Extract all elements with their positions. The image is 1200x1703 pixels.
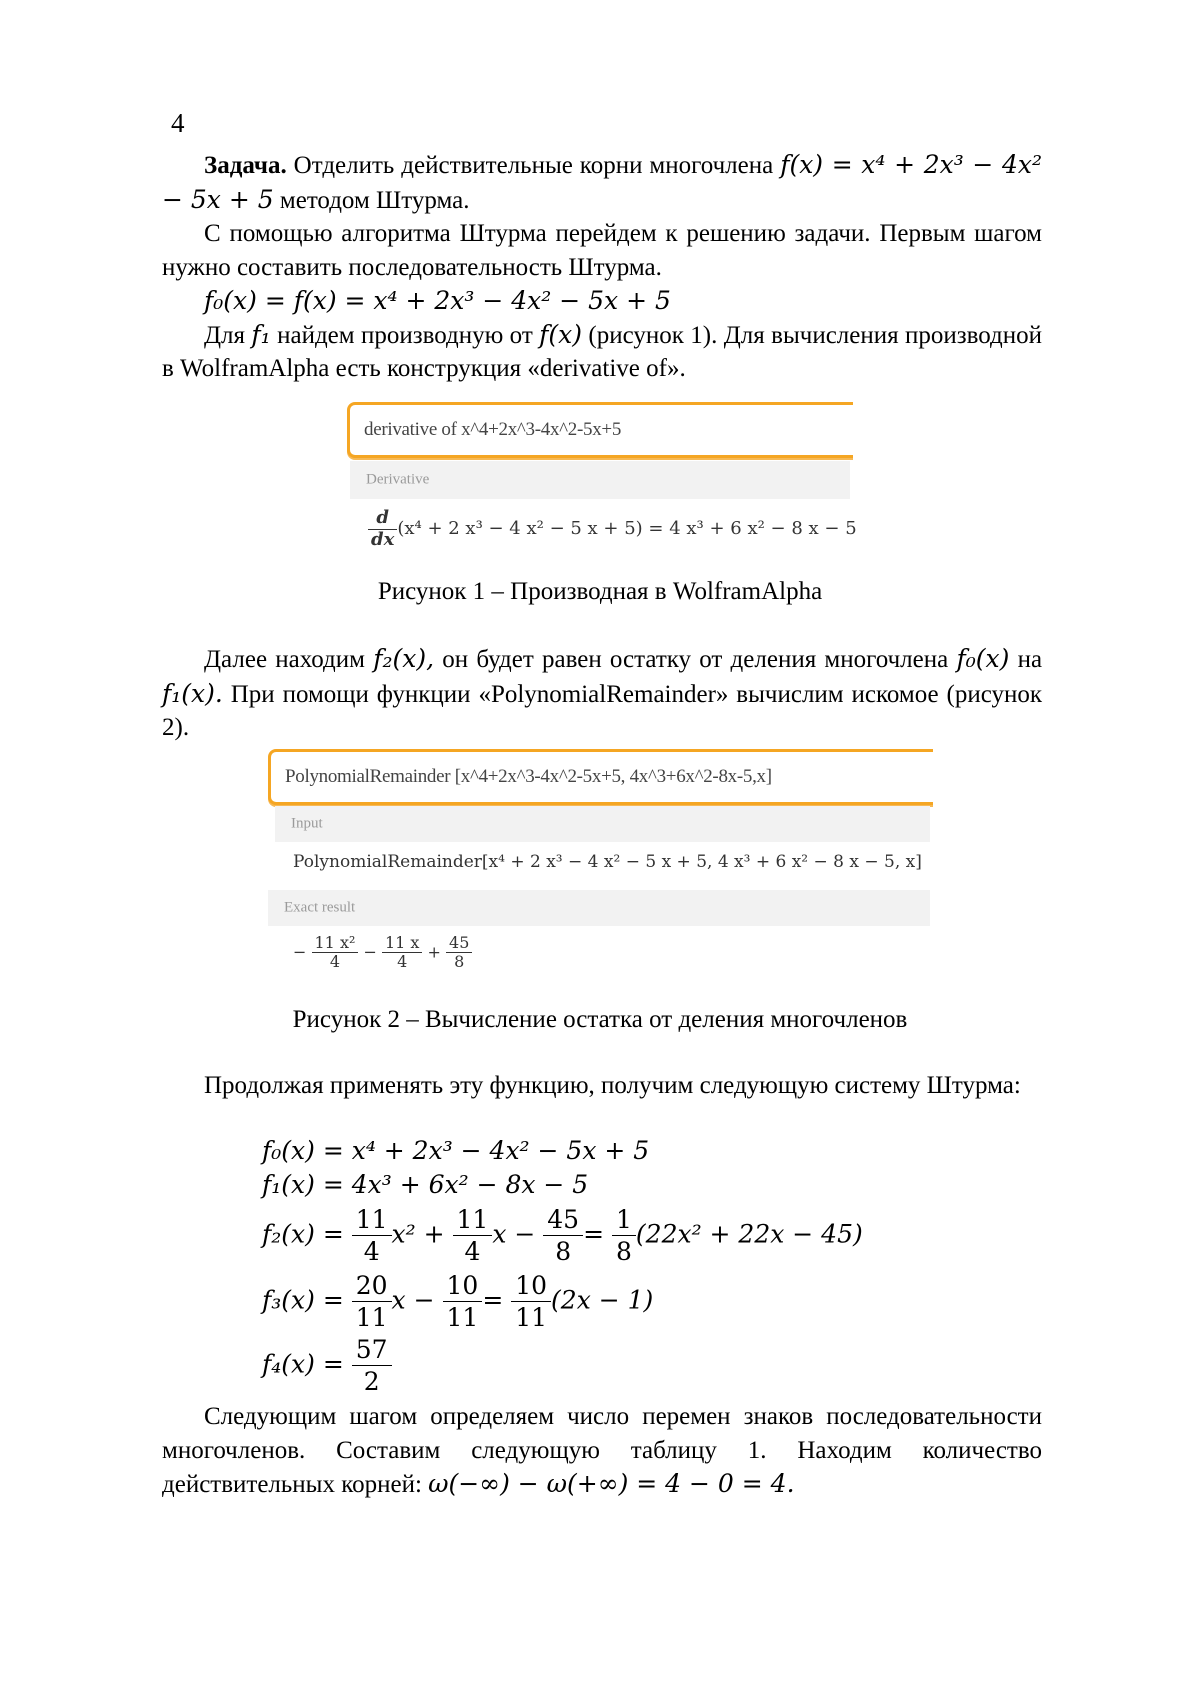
f4-num: 57 [352, 1334, 392, 1366]
page-number: 4 [171, 108, 185, 139]
final-text: Следующим шагом определяем число перемен знаков последовательности многочленов. Составим следующую таблицу 1. Находим количество действительных корней: [162, 1403, 1042, 1498]
f2-d-num: 1 [612, 1204, 636, 1236]
f4-lhs: f₄(x) = [262, 1349, 344, 1378]
d-numerator: d [368, 508, 397, 530]
wolfram-section-header [350, 461, 850, 499]
task-paragraph [162, 148, 1042, 217]
derivative-para-end: (рисунок 1). Для вычисления производной в WolframAlpha есть конструкция «derivative of». [162, 322, 1042, 383]
derivative-para-f1: f₁ [251, 320, 270, 349]
remainder-section [162, 642, 1042, 745]
f2-c-tail: = [583, 1219, 604, 1248]
f4-den: 2 [352, 1366, 392, 1397]
f2-b-num: 11 [453, 1204, 493, 1236]
result-term1-den: 4 [312, 953, 359, 971]
f2-c-den: 8 [543, 1236, 583, 1267]
f3-lhs: f₃(x) = [262, 1285, 344, 1314]
derivative-para-fx: f(x) [539, 320, 582, 349]
result-term1-num: 11 x² [312, 934, 359, 953]
wolfram-input-text-2: PolynomialRemainder [x^4+2x^3-4x^2-5x+5, 4x^3+6x^2-8x-5,x] [285, 766, 772, 788]
task-function: f(x) = x⁴ + 2x³ − 4x² − 5x + 5 [162, 150, 1042, 214]
result-term3-den: 8 [446, 953, 472, 971]
wolfram-input-text: derivative of x^4+2x^3-4x^2-5x+5 [364, 419, 621, 441]
f3-a-den: 11 [352, 1302, 392, 1333]
f2-c-num: 45 [543, 1204, 583, 1236]
f2-d-tail: (22x² + 22x − 45) [636, 1219, 863, 1248]
f3-a-tail: x − [392, 1285, 435, 1314]
remainder-para-d: При помощи функции «PolynomialRemainder» вычислим искомое (рисунок 2). [162, 681, 1042, 742]
sturm-f3 [262, 1270, 653, 1334]
intro-section [162, 148, 1042, 386]
figure-1-caption: Рисунок 1 – Производная в WolframAlpha [0, 578, 1200, 606]
result-sign-1: − [293, 942, 306, 961]
f3-c-tail: (2x − 1) [551, 1285, 653, 1314]
final-section [162, 1400, 1042, 1502]
remainder-para-f0: f₀(x) [956, 644, 1009, 673]
wolfram-input-box-2[interactable] [268, 749, 933, 805]
sturm-f0: f₀(x) = x⁴ + 2x³ − 4x² − 5x + 5 [262, 1136, 649, 1165]
wolfram-result-label: Exact result [284, 900, 355, 917]
sturm-f1: f₁(x) = 4x³ + 6x² − 8x − 5 [262, 1170, 588, 1199]
remainder-paragraph [162, 642, 1042, 745]
remainder-para-c: на [1018, 646, 1042, 673]
f3-b-den: 11 [443, 1302, 483, 1333]
sturm-f4 [262, 1334, 392, 1398]
remainder-para-b: он будет равен остатку от деления многочлена [442, 646, 948, 673]
f3-c-den: 11 [511, 1302, 551, 1333]
system-intro-paragraph: Продолжая применять эту функцию, получим следующую систему Штурма: [162, 1069, 1042, 1103]
task-label: Задача. [204, 152, 287, 179]
final-paragraph [162, 1400, 1042, 1502]
f3-a-num: 20 [352, 1270, 392, 1302]
wolfram-input-expression: PolynomialRemainder[x⁴ + 2 x³ − 4 x² − 5 x + 5, 4 x³ + 6 x² − 8 x − 5, x] [293, 852, 922, 872]
wolfram-result-header [268, 890, 930, 926]
f2-lhs: f₂(x) = [262, 1219, 344, 1248]
result-sign-3: + [428, 942, 441, 961]
f2-a-den: 4 [352, 1236, 392, 1267]
figure-2-caption: Рисунок 2 – Вычисление остатка от деления многочленов [0, 1006, 1200, 1034]
document-page [0, 0, 1200, 1703]
remainder-para-a: Далее находим [204, 646, 365, 673]
f2-a-tail: x² + [392, 1219, 445, 1248]
wolfram-input-box[interactable] [347, 402, 853, 458]
final-formula: ω(−∞) − ω(+∞) = 4 − 0 = 4. [428, 1469, 794, 1498]
remainder-para-f2: f₂(x), [373, 644, 434, 673]
f2-a-num: 11 [352, 1204, 392, 1236]
f2-b-den: 4 [453, 1236, 493, 1267]
system-intro-section [162, 1069, 1042, 1103]
sturm-f2 [262, 1204, 863, 1268]
derivative-expression: (x⁴ + 2 x³ − 4 x² − 5 x + 5) = 4 x³ + 6 x² − 8 x − 5 [397, 518, 856, 539]
remainder-para-f1: f₁(x). [162, 679, 223, 708]
f2-b-tail: x − [492, 1219, 535, 1248]
algorithm-paragraph: С помощью алгоритма Штурма перейдем к решению задачи. Первым шагом нужно составить последовательность Штурма. [162, 217, 1042, 284]
task-end: методом Штурма. [280, 187, 470, 214]
wolfram-input-label: Input [291, 816, 323, 833]
result-term2-den: 4 [382, 953, 422, 971]
f3-c-num: 10 [511, 1270, 551, 1302]
result-term2-num: 11 x [382, 934, 422, 953]
wolfram-exact-result [293, 934, 472, 972]
wolfram-section-label: Derivative [366, 472, 429, 489]
f0-definition: f₀(x) = f(x) = x⁴ + 2x³ − 4x² − 5x + 5 [162, 284, 1042, 318]
derivative-para-mid: найдем производную от [277, 322, 533, 349]
f3-b-tail: = [482, 1285, 503, 1314]
wolfram-derivative-result [368, 508, 857, 550]
task-text: Отделить действительные корни многочлена [294, 152, 774, 179]
result-sign-2: − [363, 942, 376, 961]
derivative-paragraph [162, 318, 1042, 386]
wolfram-input-header [275, 806, 930, 842]
derivative-para-start: Для [204, 322, 245, 349]
result-term3-num: 45 [446, 934, 472, 953]
f2-d-den: 8 [612, 1236, 636, 1267]
d-denominator: dx [368, 530, 397, 551]
f3-b-num: 10 [443, 1270, 483, 1302]
